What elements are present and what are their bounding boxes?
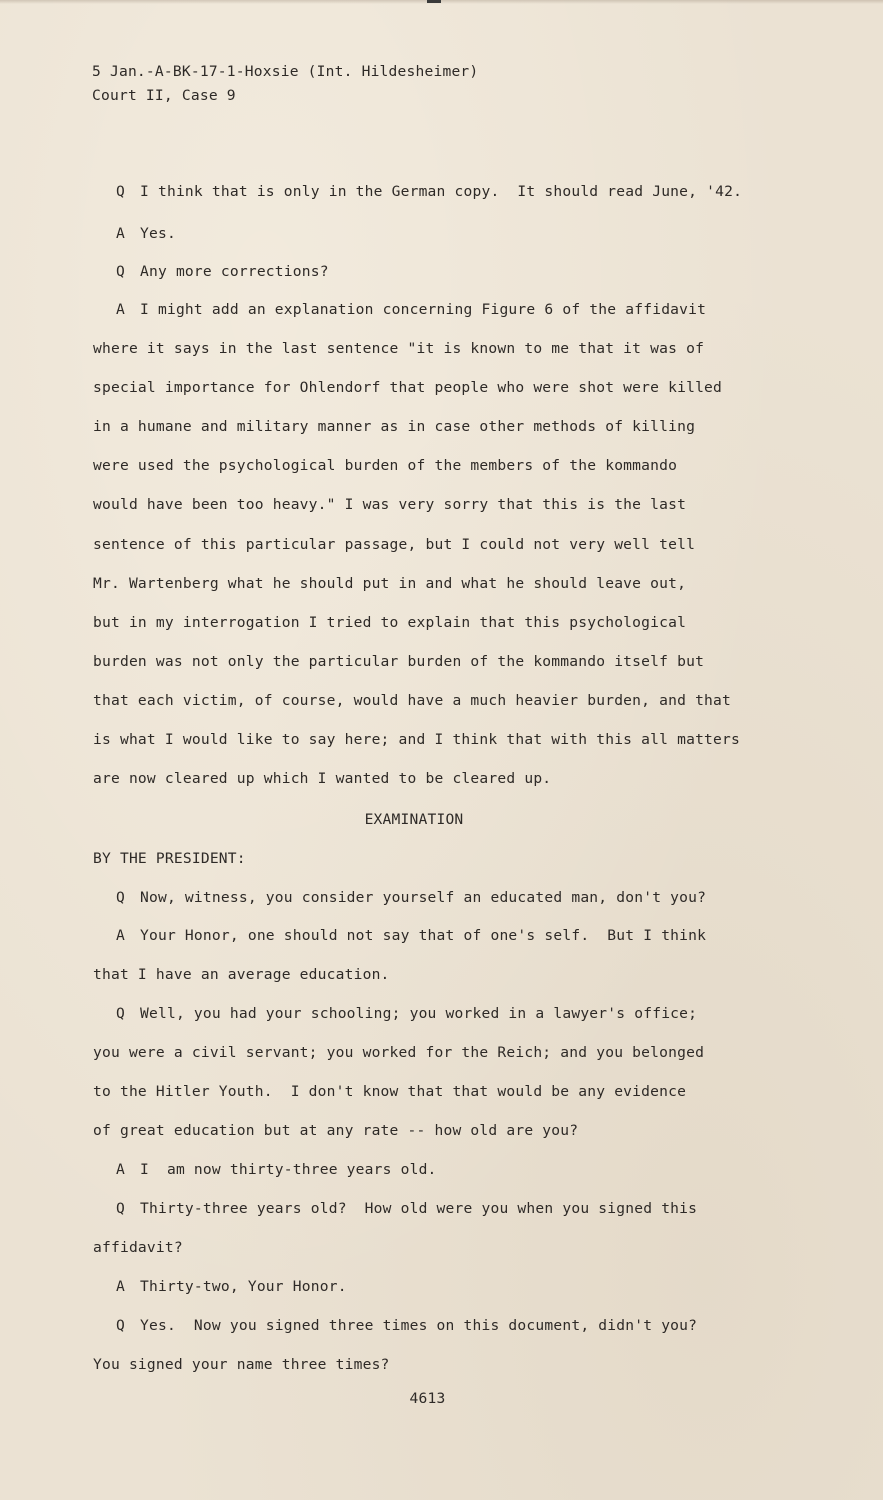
line-text: Any more corrections?: [140, 263, 329, 280]
transcript-line: [116, 888, 706, 908]
header-line-1: 5 Jan.-A-BK-17-1-Hoxsie (Int. Hildesheimer): [92, 63, 479, 80]
speaker-marker: A: [116, 1161, 125, 1178]
transcript-line: [93, 574, 686, 594]
line-text: I am now thirty-three years old.: [140, 1161, 437, 1178]
transcript-line: [93, 1121, 578, 1141]
page-top-edge: [0, 0, 883, 4]
line-text: burden was not only the particular burden of the kommando itself but: [93, 653, 705, 670]
line-text: Your Honor, one should not say that of one's self. But I think: [140, 927, 707, 944]
transcript-line: [93, 730, 740, 750]
line-text: BY THE PRESIDENT:: [93, 850, 246, 867]
speaker-marker: A: [116, 927, 125, 944]
line-text: where it says in the last sentence "it is known to me that it was of: [93, 340, 705, 357]
line-text: you were a civil servant; you worked for the Reich; and you belonged: [93, 1044, 705, 1061]
speaker-marker: Q: [116, 263, 125, 280]
header-line-2: Court II, Case 9: [92, 87, 236, 104]
transcript-line: [93, 1238, 183, 1258]
section-heading-examination: EXAMINATION: [364, 811, 464, 828]
speaker-marker: Q: [116, 1005, 125, 1022]
line-text: special importance for Ohlendorf that people who were shot were killed: [93, 379, 723, 396]
transcript-line: [116, 224, 176, 244]
line-text: Now, witness, you consider yourself an educated man, don't you?: [140, 889, 707, 906]
line-text: Mr. Wartenberg what he should put in and what he should leave out,: [93, 575, 687, 592]
speaker-marker: Q: [116, 183, 125, 200]
transcript-line: [116, 300, 706, 320]
line-text: sentence of this particular passage, but I could not very well tell: [93, 536, 696, 553]
transcript-line: [116, 262, 329, 282]
transcript-line: [93, 339, 704, 359]
transcript-line: [93, 1355, 390, 1375]
transcript-line: [116, 1199, 697, 1219]
binding-mark: [427, 0, 441, 3]
transcript-line: [116, 1316, 697, 1336]
transcript-line: [116, 1160, 437, 1180]
transcript-line: [93, 965, 390, 985]
document-header: [92, 60, 478, 108]
speaker-marker: Q: [116, 1200, 125, 1217]
line-text: I think that is only in the German copy. It should read June, '42.: [140, 183, 743, 200]
line-text: You signed your name three times?: [93, 1356, 390, 1373]
line-text: in a humane and military manner as in case other methods of killing: [93, 418, 696, 435]
line-text: would have been too heavy." I was very sorry that this is the last: [93, 496, 687, 513]
transcript-line: [116, 1004, 697, 1024]
transcript-line: [93, 1043, 704, 1063]
line-text: is what I would like to say here; and I think that with this all matters: [93, 731, 741, 748]
transcript-line: [93, 495, 686, 515]
line-text: of great education but at any rate -- how old are you?: [93, 1122, 579, 1139]
line-text: Thirty-two, Your Honor.: [140, 1278, 347, 1295]
transcript-line: [116, 182, 742, 202]
transcript-line: [93, 769, 551, 789]
page-number: 4613: [409, 1390, 446, 1407]
line-text: to the Hitler Youth. I don't know that that would be any evidence: [93, 1083, 687, 1100]
speaker-marker: A: [116, 225, 125, 242]
line-text: are now cleared up which I wanted to be cleared up.: [93, 770, 552, 787]
transcript-line: [116, 926, 706, 946]
line-text: were used the psychological burden of the members of the kommando: [93, 457, 678, 474]
transcript-line: [93, 378, 722, 398]
transcript-line: [93, 652, 704, 672]
line-text: affidavit?: [93, 1239, 183, 1256]
examiner-label: [93, 849, 246, 869]
transcript-line: [93, 613, 686, 633]
transcript-line: [93, 535, 695, 555]
speaker-marker: A: [116, 301, 125, 318]
line-text: Well, you had your schooling; you worked in a lawyer's office;: [140, 1005, 698, 1022]
transcript-line: [93, 691, 731, 711]
transcript-line: [116, 1277, 347, 1297]
line-text: I might add an explanation concerning Figure 6 of the affidavit: [140, 301, 707, 318]
line-text: Thirty-three years old? How old were you when you signed this: [140, 1200, 698, 1217]
speaker-marker: A: [116, 1278, 125, 1295]
speaker-marker: Q: [116, 1317, 125, 1334]
speaker-marker: Q: [116, 889, 125, 906]
line-text: that each victim, of course, would have a much heavier burden, and that: [93, 692, 732, 709]
line-text: Yes.: [140, 225, 176, 242]
transcript-line: [93, 417, 695, 437]
line-text: that I have an average education.: [93, 966, 390, 983]
line-text: Yes. Now you signed three times on this document, didn't you?: [140, 1317, 698, 1334]
transcript-line: [93, 456, 677, 476]
line-text: but in my interrogation I tried to explain that this psychological: [93, 614, 687, 631]
transcript-line: [93, 1082, 686, 1102]
